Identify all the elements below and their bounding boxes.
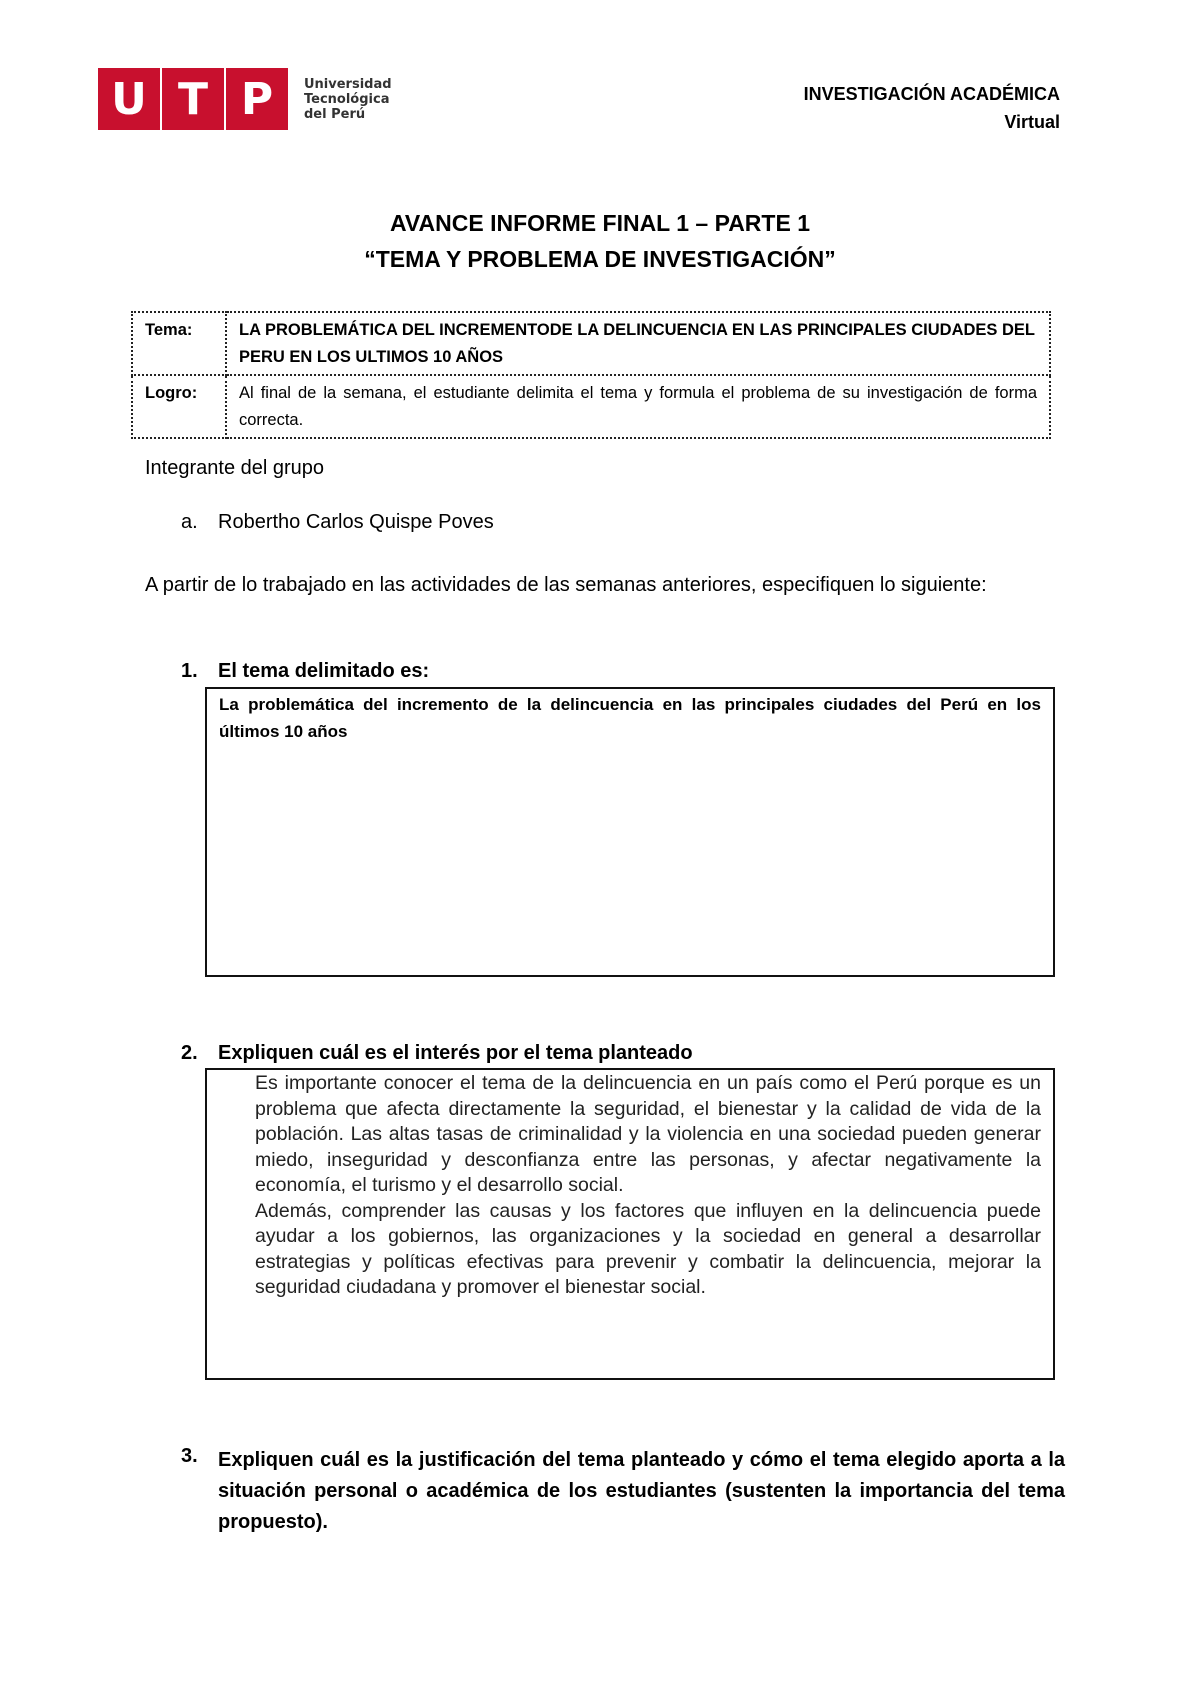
q2-label: Expliquen cuál es el interés por el tema planteado	[218, 1042, 693, 1064]
tema-label: Tema:	[132, 312, 226, 375]
info-table	[131, 311, 1051, 439]
document-subtitle: “TEMA Y PROBLEMA DE INVESTIGACIÓN”	[364, 246, 836, 272]
logo-university-name: Universidad Tecnológica del Perú	[304, 76, 392, 122]
q1-label: El tema delimitado es:	[218, 660, 430, 682]
member-name: Robertho Carlos Quispe Poves	[218, 511, 494, 533]
document-title: AVANCE INFORME FINAL 1 – PARTE 1	[389, 210, 810, 236]
q1-answer-box	[205, 687, 1055, 977]
table-row-tema	[132, 312, 1050, 375]
q1-answer: La problemática del incremento de la delincuencia en las principales ciudades del Perú en los últimos 10 años	[219, 695, 1041, 741]
logo-letter-t: T	[162, 68, 224, 130]
logro-label: Logro:	[132, 375, 226, 438]
table-row-logro	[132, 375, 1050, 438]
logo-letter-u: U	[98, 68, 160, 130]
intro-paragraph: A partir de lo trabajado en las actividades de las semanas anteriores, especifiquen lo siguiente:	[145, 574, 987, 596]
q2-answer-paragraph-2: Además, comprender las causas y los factores que influyen en la delincuencia puede ayudar a los gobiernos, las organizaciones y la sociedad en general a desarrollar estrategias y políticas efectivas para prevenir y combatir la delincuencia, mejorar la seguridad ciudadana y promover el bienestar social.	[255, 1199, 1041, 1298]
q2-answer-paragraph-1: Es importante conocer el tema de la delincuencia en un país como el Perú porque es un problema que afecta directamente la seguridad, el bienestar y la calidad de vida de la población. Las altas tasas de criminalidad y la violencia en una sociedad pueden generar miedo, inseguridad y desconfianza entre las personas, y afectar negativamente la economía, el turismo y el desarrollo social.	[255, 1072, 1041, 1196]
q2-answer	[207, 1070, 1053, 1301]
logro-value: Al final de la semana, el estudiante delimita el tema y formula el problema de su investigación de forma correcta.	[226, 375, 1050, 438]
member-marker: a.	[181, 511, 198, 533]
header-modality: Virtual	[1004, 112, 1060, 132]
utp-logo	[98, 68, 392, 130]
header-course-title: INVESTIGACIÓN ACADÉMICA	[803, 84, 1060, 104]
q3-label: Expliquen cuál es la justificación del tema planteado y cómo el tema elegido aporta a la situación personal o académica de los estudiantes (sustenten la importancia del tema propuesto).	[218, 1449, 1065, 1533]
logo-letter-p: P	[226, 68, 288, 130]
header-course-info	[804, 80, 1060, 136]
q2-answer-box	[205, 1068, 1055, 1380]
group-heading: Integrante del grupo	[145, 457, 325, 479]
q1-number: 1.	[181, 660, 198, 682]
tema-value: LA PROBLEMÁTICA DEL INCREMENTODE LA DELINCUENCIA EN LAS PRINCIPALES CIUDADES DEL PERU EN LOS ULTIMOS 10 AÑOS	[226, 312, 1050, 375]
q3-number: 3.	[181, 1445, 198, 1467]
q2-number: 2.	[181, 1042, 198, 1064]
